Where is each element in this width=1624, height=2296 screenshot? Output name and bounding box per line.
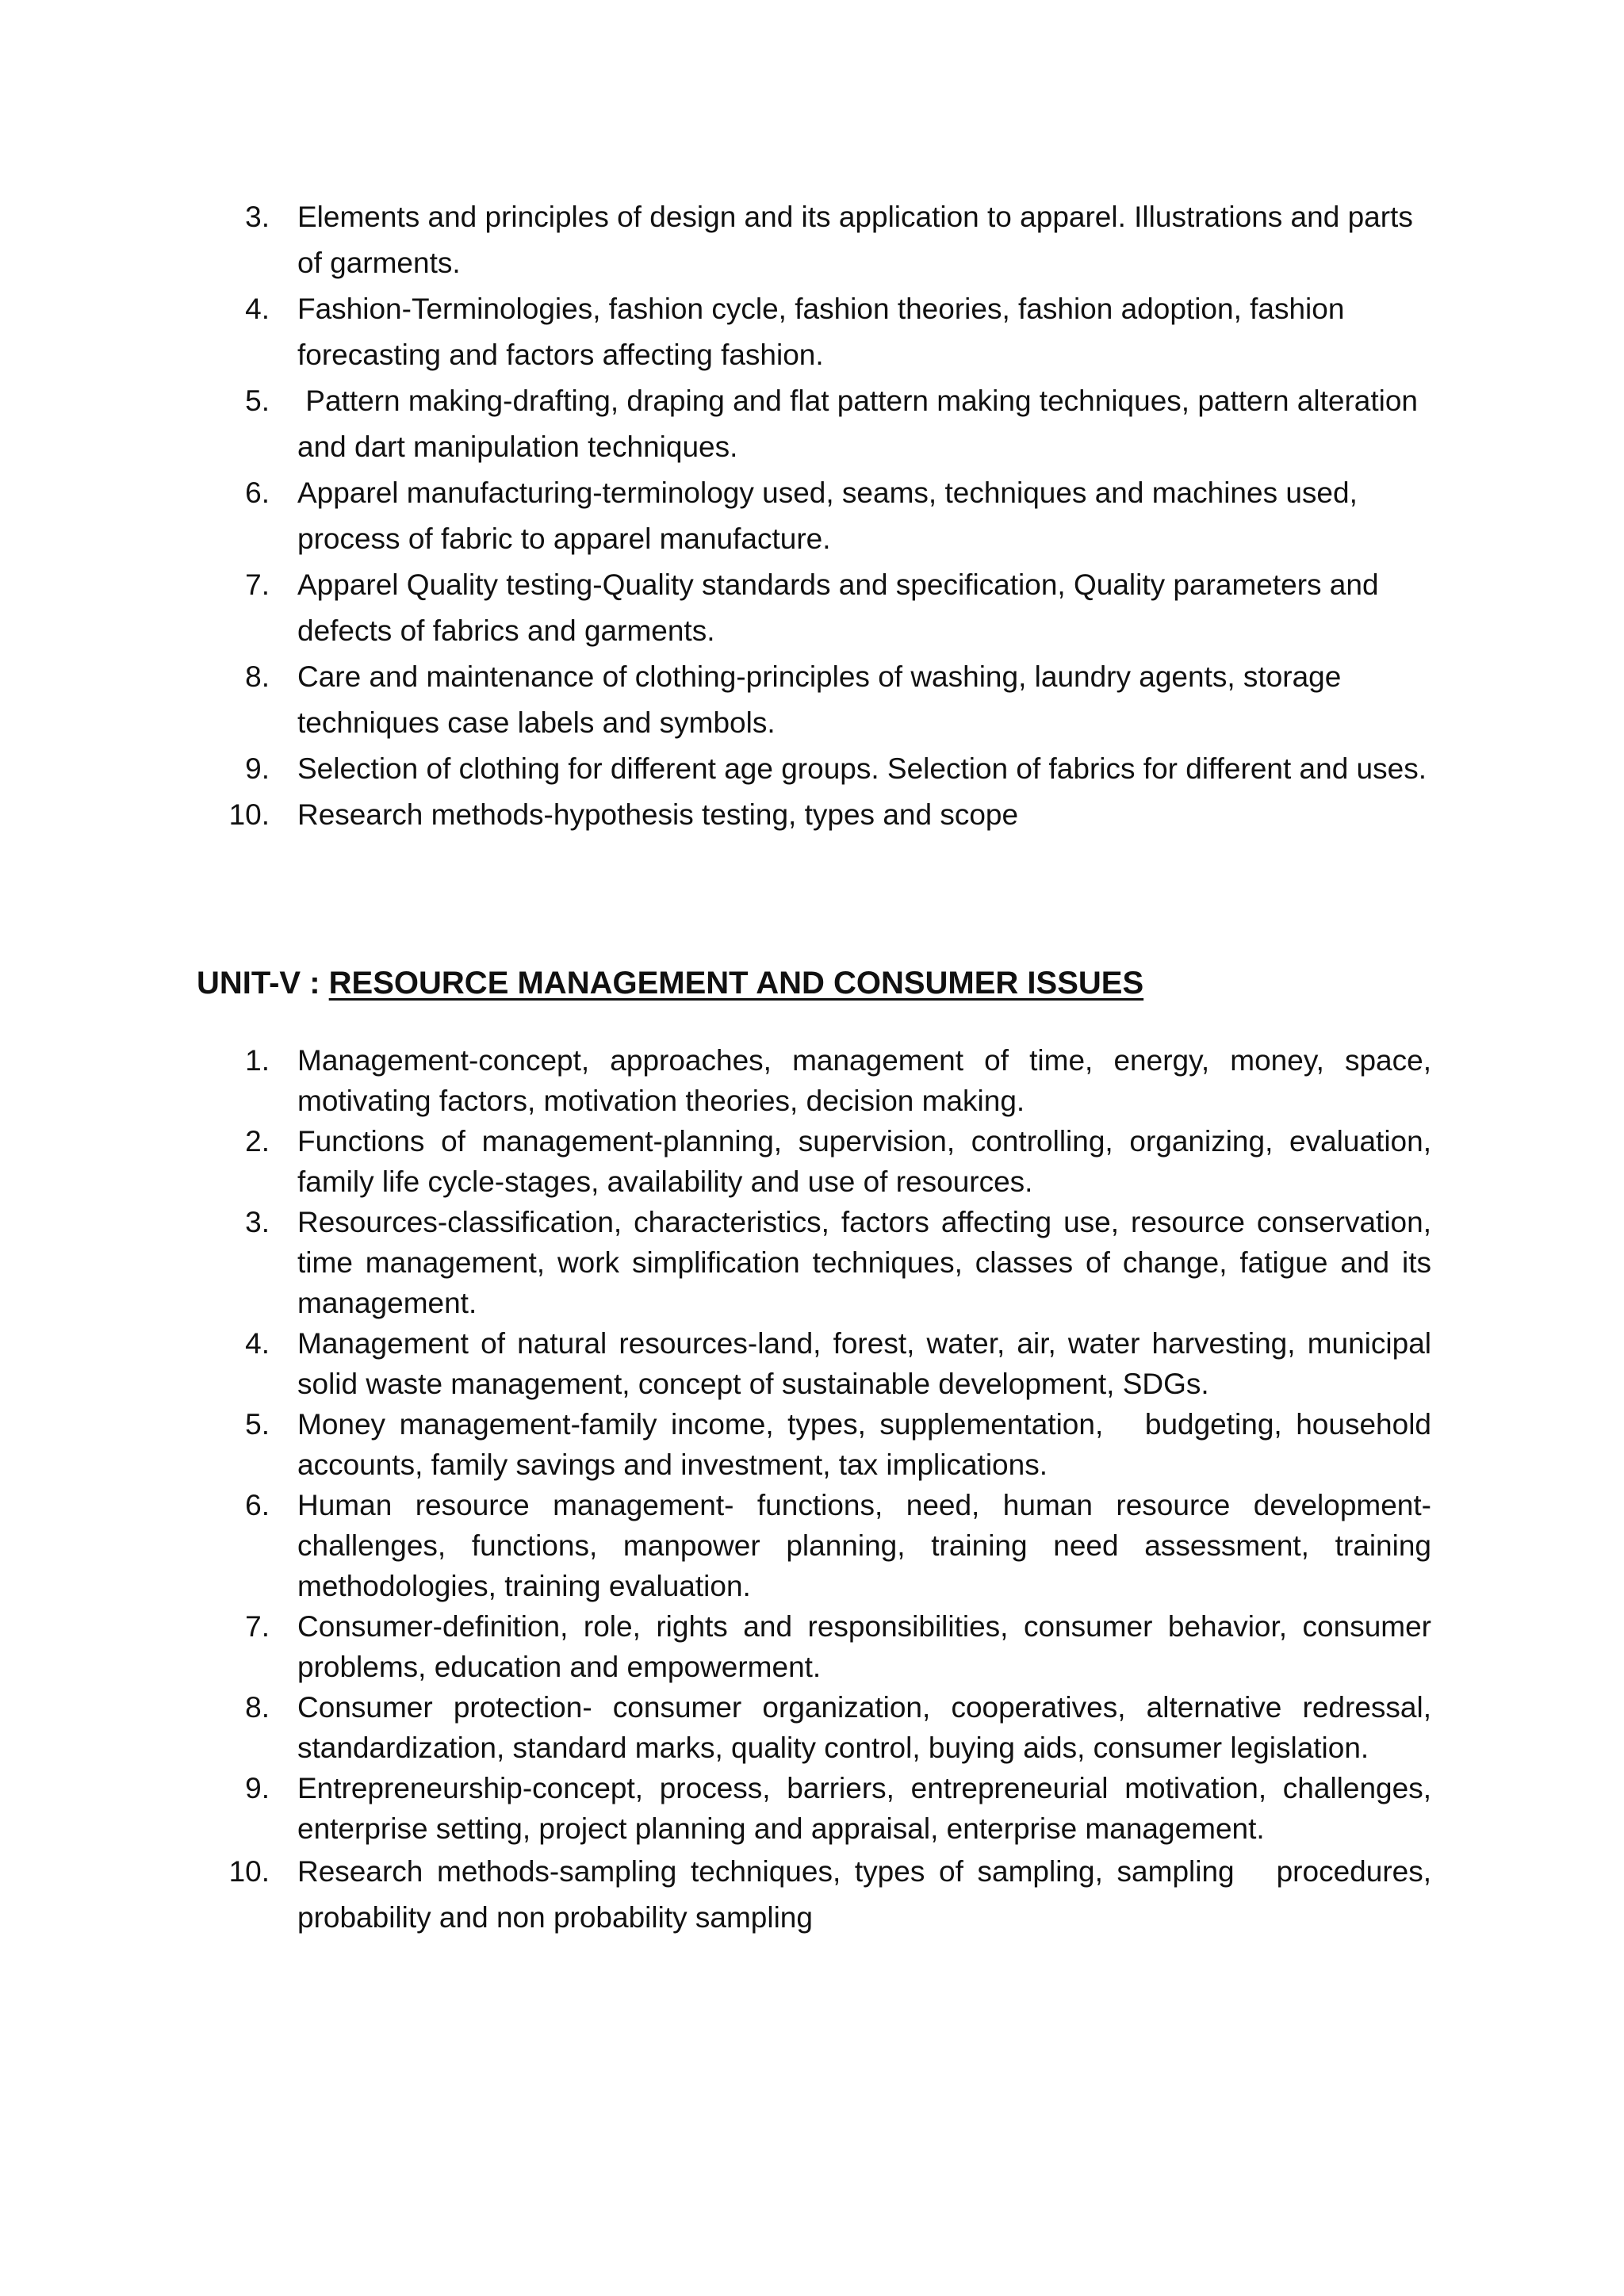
item-text: Human resource management- functions, need, human resource development-challenges, functions, manpower planning, training need assessment, training methodologies, training evaluation. — [297, 1489, 1431, 1602]
item-number: 10. — [228, 1855, 270, 1888]
list-item — [190, 286, 1443, 378]
item-number: 3. — [245, 201, 270, 233]
item-text: Money management-family income, types, supplementation, budgeting, household accounts, family savings and investment, tax implications. — [297, 1408, 1440, 1481]
item-number: 5. — [245, 1408, 270, 1441]
item-text: Selection of clothing for different age groups. Selection of fabrics for different and uses. — [297, 752, 1427, 785]
item-number: 1. — [245, 1044, 270, 1077]
item-text: Fashion-Terminologies, fashion cycle, fashion theories, fashion adoption, fashion forecasting and factors affecting fashion. — [297, 293, 1345, 371]
item-text: Research methods-sampling techniques, types of sampling, sampling procedures, probability and non probability sampling — [297, 1855, 1440, 1934]
list-item — [190, 470, 1443, 562]
item-number: 6. — [245, 476, 270, 509]
list-item — [190, 1768, 1431, 1849]
item-number: 7. — [245, 1610, 270, 1643]
item-text: Research methods-hypothesis testing, types and scope — [297, 798, 1019, 831]
unit-heading — [197, 959, 1143, 1007]
item-text: Pattern making-drafting, draping and flat pattern making techniques, pattern alteration and dart manipulation techniques. — [297, 385, 1427, 463]
item-number: 8. — [245, 660, 270, 693]
item-number: 10. — [228, 798, 270, 831]
item-text: Care and maintenance of clothing-principles of washing, laundry agents, storage techniques case labels and symbols. — [297, 660, 1342, 739]
list-item — [190, 792, 1443, 838]
unit-heading-prefix: UNIT-V : — [197, 966, 329, 1001]
list-item — [190, 654, 1443, 746]
list-item — [190, 194, 1443, 286]
item-text: Apparel manufacturing-terminology used, seams, techniques and machines used, process of fabric to apparel manufacture. — [297, 476, 1358, 555]
list-item — [190, 562, 1443, 654]
list-item — [190, 746, 1443, 792]
list-item — [190, 1121, 1431, 1202]
item-number: 5. — [245, 385, 270, 417]
list-item — [190, 1323, 1431, 1404]
item-number: 8. — [245, 1691, 270, 1724]
item-text: Consumer protection- consumer organization, cooperatives, alternative redressal, standardization, standard marks, quality control, buying aids, consumer legislation. — [297, 1691, 1431, 1764]
continued-topic-list — [190, 194, 1443, 838]
item-text: Resources-classification, characteristics, factors affecting use, resource conservation, time management, work simplification techniques, classes of change, fatigue and its management. — [297, 1206, 1431, 1319]
item-number: 9. — [245, 1772, 270, 1804]
item-text: Functions of management-planning, supervision, controlling, organizing, evaluation, family life cycle-stages, availability and use of resources. — [297, 1125, 1431, 1198]
list-item — [190, 1040, 1431, 1121]
item-number: 3. — [245, 1206, 270, 1238]
item-number: 4. — [245, 1327, 270, 1360]
item-number: 7. — [245, 568, 270, 601]
unit-topic-list — [190, 1040, 1440, 1941]
item-number: 4. — [245, 293, 270, 325]
item-text: Entrepreneurship-concept, process, barriers, entrepreneurial motivation, challenges, enterprise setting, project planning and appraisal, enterprise management. — [297, 1772, 1431, 1845]
item-number: 6. — [245, 1489, 270, 1521]
list-item — [190, 1202, 1431, 1323]
item-number: 2. — [245, 1125, 270, 1158]
item-text: Consumer-definition, role, rights and responsibilities, consumer behavior, consumer problems, education and empowerment. — [297, 1610, 1431, 1683]
list-item — [190, 1687, 1431, 1768]
item-text: Management-concept, approaches, management of time, energy, money, space, motivating factors, motivation theories, decision making. — [297, 1044, 1431, 1117]
list-item — [190, 1404, 1440, 1485]
item-text: Apparel Quality testing-Quality standards and specification, Quality parameters and defects of fabrics and garments. — [297, 568, 1379, 647]
item-number: 9. — [245, 752, 270, 785]
list-item — [190, 1849, 1440, 1941]
list-item — [190, 1485, 1431, 1606]
item-text: Management of natural resources-land, forest, water, air, water harvesting, municipal solid waste management, concept of sustainable development, SDGs. — [297, 1327, 1431, 1400]
item-text: Elements and principles of design and its application to apparel. Illustrations and parts of garments. — [297, 201, 1413, 279]
unit-heading-title: RESOURCE MANAGEMENT AND CONSUMER ISSUES — [328, 966, 1144, 1001]
list-item — [190, 1606, 1431, 1687]
list-item — [190, 378, 1443, 470]
